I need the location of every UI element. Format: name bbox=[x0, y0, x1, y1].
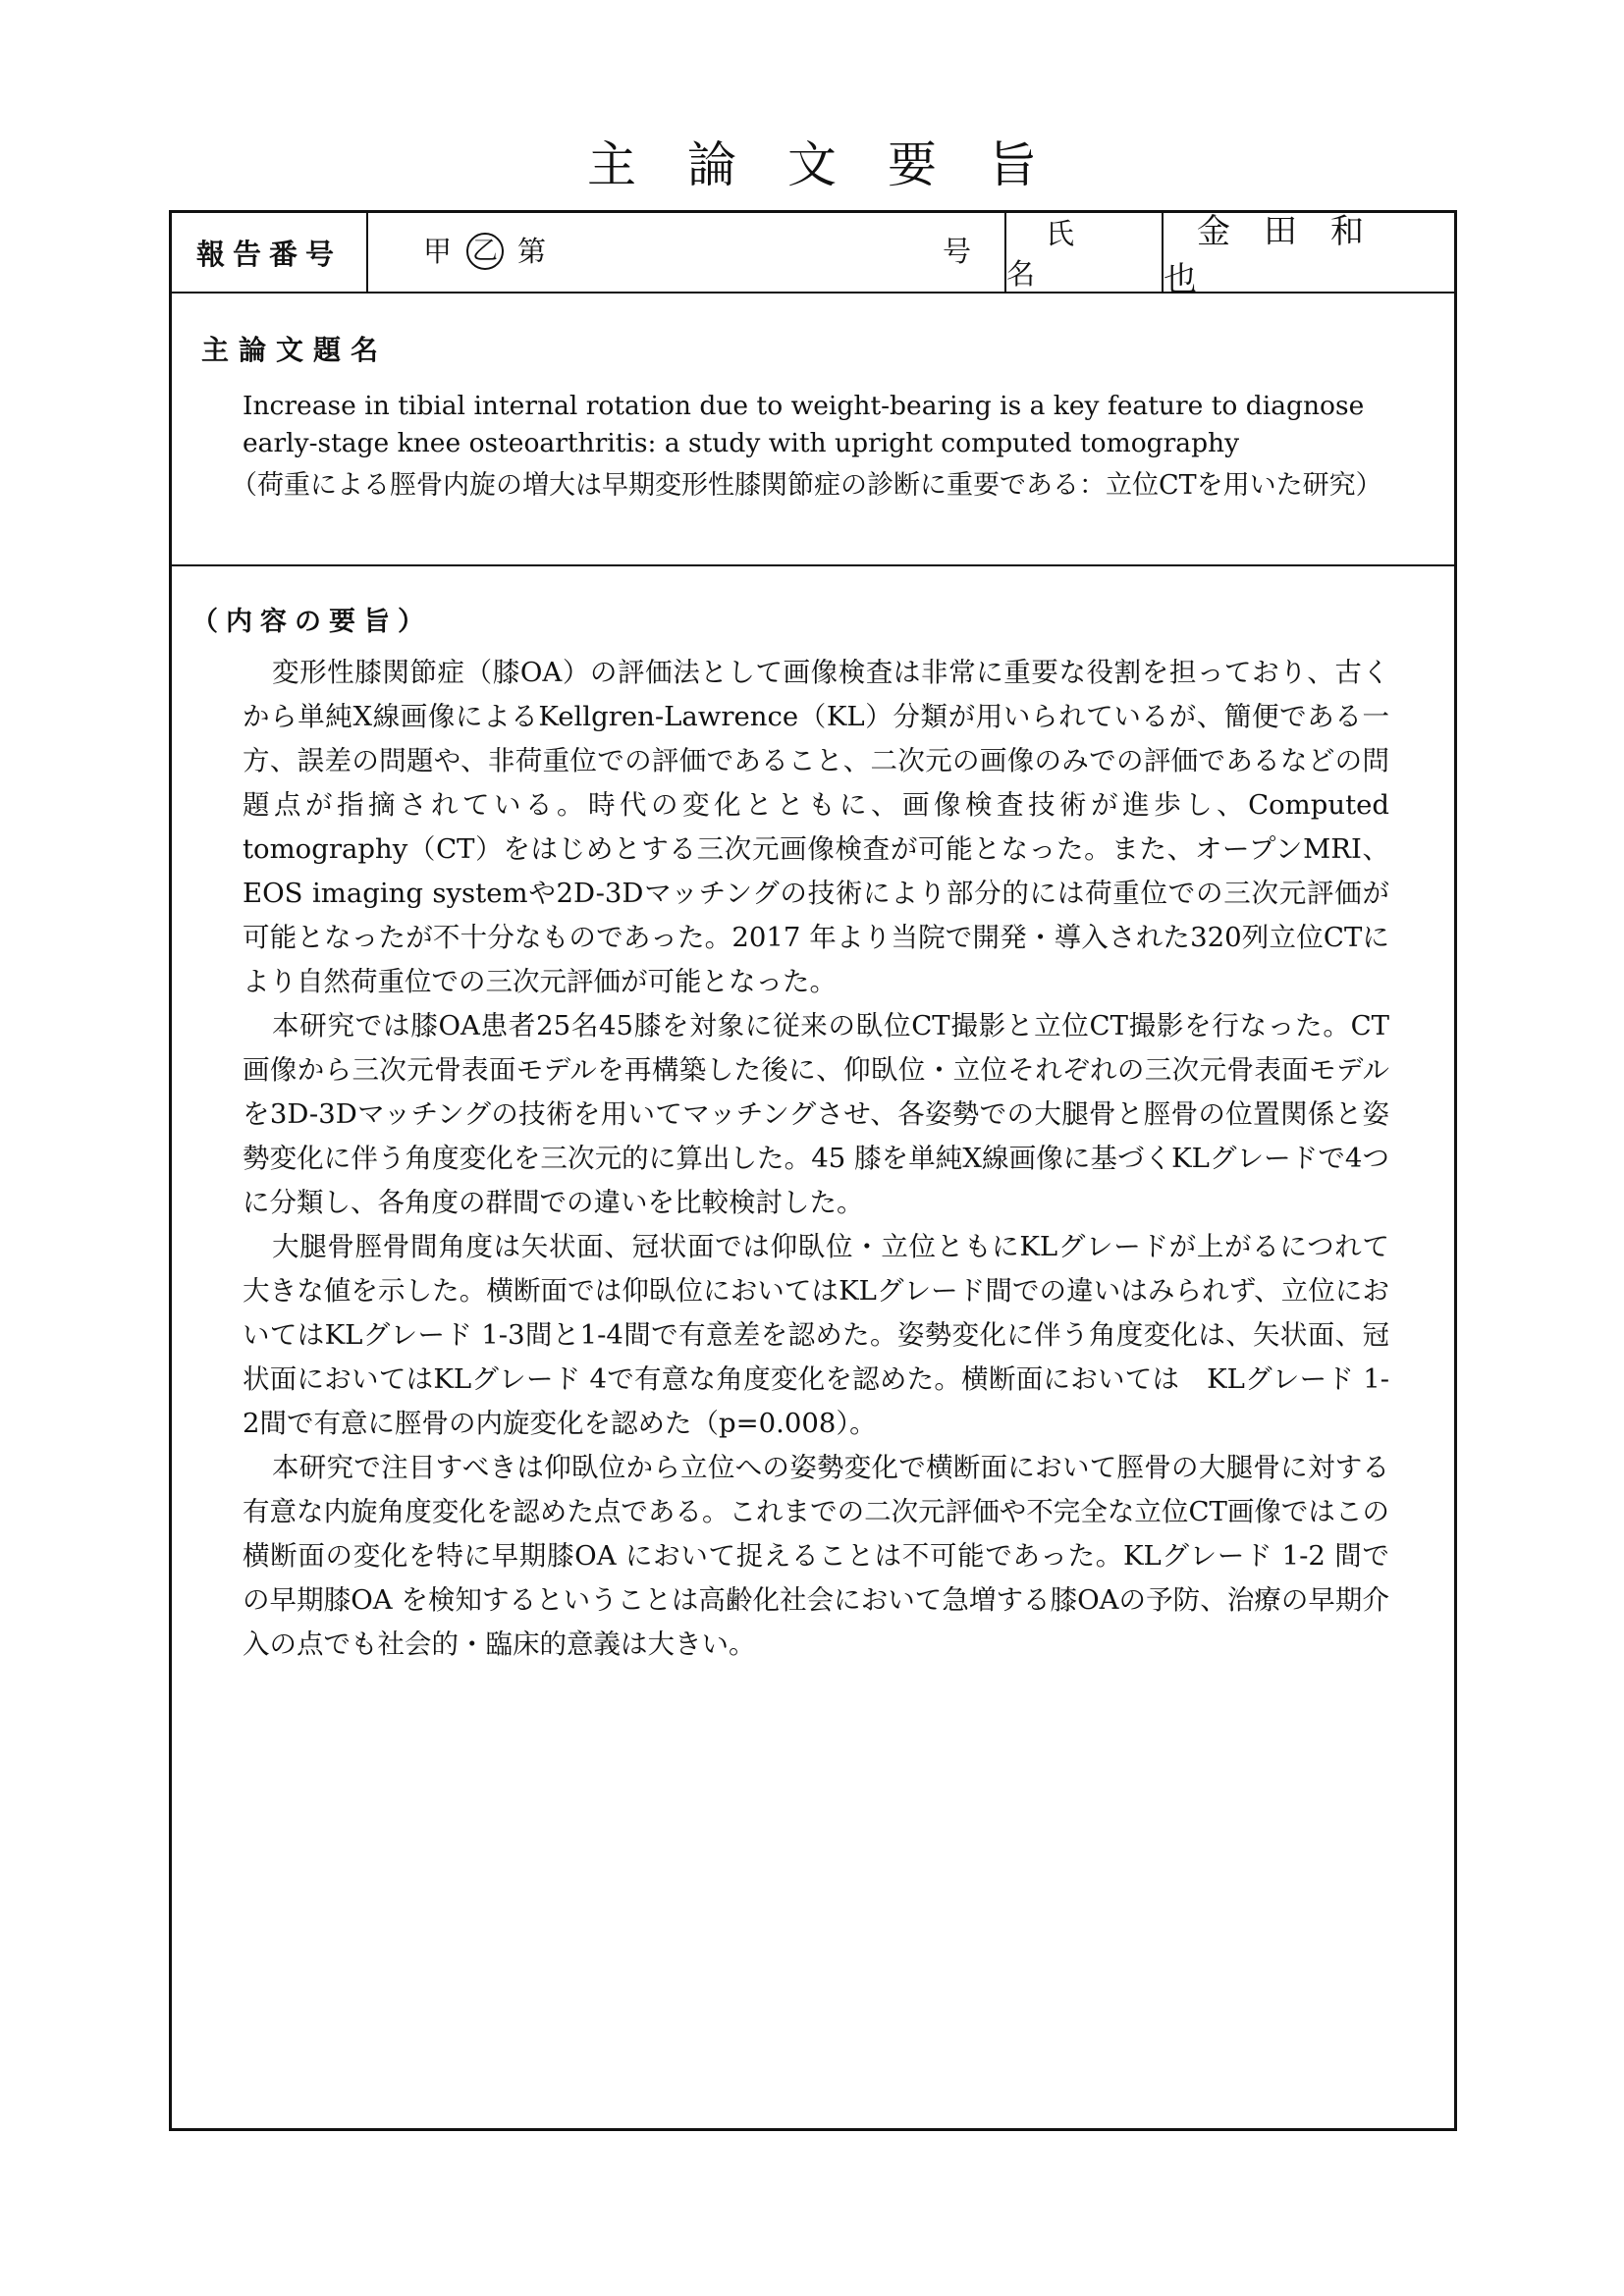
summary-paragraph: 本研究で注目すべきは仰臥位から立位への姿勢変化で横断面において脛骨の大腿骨に対する有意な内旋角度変化を認めた点である。これまでの二次元評価や不完全な立位CT画像ではこの横断面の変化を特に早期膝OA において捉えることは不可能であった。KLグレード 1-2 間での早期膝OA を検知するということは高齢化社会において急増する膝OAの予防、治療の早期介入の点でも社会的・臨床的意義は大きい。 bbox=[243, 1452, 1389, 1660]
summary-heading: （内容の要旨） bbox=[191, 607, 432, 637]
page-title: 主論文要旨 bbox=[587, 136, 1088, 193]
thesis-title-english: Increase in tibial internal rotation due to weight-bearing is a key feature to diagnose early-stage knee osteoarthritis: a study with upright computed tomography bbox=[243, 391, 1365, 458]
report-kou: 甲 bbox=[423, 235, 453, 268]
thesis-title-japanese: （荷重による脛骨内旋の増大は早期変形性膝関節症の診断に重要である：立位CTを用いた研究） bbox=[231, 470, 1382, 501]
thesis-title-section bbox=[172, 292, 1454, 566]
report-number-label: 報告番号 bbox=[172, 213, 368, 292]
header-row bbox=[172, 212, 1454, 299]
summary-paragraph: 変形性膝関節症（膝OA）の評価法として画像検査は非常に重要な役割を担っており、古くから単純X線画像によるKellgren-Lawrence（KL）分類が用いられているが、簡便である一方、誤差の問題や、非荷重位での評価であること、二次元の画像のみでの評価であるなどの問題点が指摘されている。時代の変化とともに、画像検査技術が進歩し、Computed tomography（CT）をはじめとする三次元画像検査が可能となった。また、オープンMRI、EOS imaging systemや2D-3Dマッチングの技術により部分的には荷重位での三次元評価が可能となったが不十分なものであった。2017 年より当院で開発・導入された320列立位CTにより自然荷重位での三次元評価が可能となった。 bbox=[243, 657, 1389, 997]
report-otsu-circled: 乙 bbox=[466, 233, 504, 270]
author-name: 金田和也 bbox=[1164, 212, 1397, 299]
report-go: 号 bbox=[943, 235, 972, 268]
name-label: 氏名 bbox=[1006, 213, 1164, 292]
summary-paragraph: 大腿骨脛骨間角度は矢状面、冠状面では仰臥位・立位ともにKLグレードが上がるにつれて大きな値を示した。横断面では仰臥位においてはKLグレード間での違いはみられず、立位においてはKLグレード 1-3間と1-4間で有意差を認めた。姿勢変化に伴う角度変化は、矢状面、冠状面においてはKLグレード 4で有意な角度変化を認めた。横断面においては KLグレード 1-2間で有意に脛骨の内旋変化を認めた（p=0.008）。 bbox=[243, 1231, 1389, 1439]
report-number-field bbox=[368, 213, 1006, 292]
report-dai: 第 bbox=[517, 235, 547, 268]
summary-body bbox=[243, 651, 1389, 1667]
summary-paragraph: 本研究では膝OA患者25名45膝を対象に従来の臥位CT撮影と立位CT撮影を行なった。CT画像から三次元骨表面モデルを再構築した後に、仰臥位・立位それぞれの三次元骨表面モデルを3D-3Dマッチングの技術を用いてマッチングさせ、各姿勢での大腿骨と脛骨の位置関係と姿勢変化に伴う角度変化を三次元的に算出した。45 膝を単純X線画像に基づくKLグレードで4つに分類し、各角度の群間での違いを比較検討した。 bbox=[243, 1010, 1389, 1218]
abstract-form bbox=[169, 210, 1457, 2131]
thesis-title-heading: 主論文題名 bbox=[201, 334, 389, 366]
